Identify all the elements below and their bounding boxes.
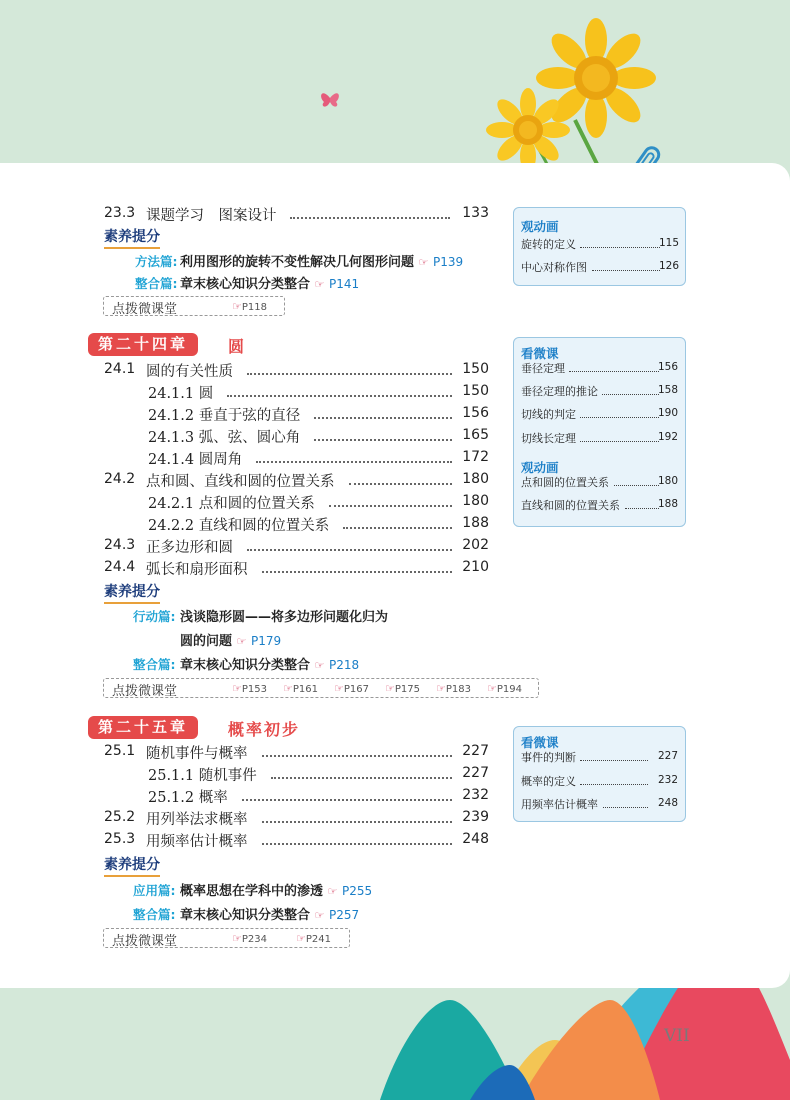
toc-page: 150 xyxy=(462,383,489,399)
pointing-hand-icon: ☞ xyxy=(334,682,344,695)
side-page: 188 xyxy=(657,498,678,510)
side-page: 227 xyxy=(657,750,678,762)
toc-page: 227 xyxy=(462,743,489,759)
side-item[interactable]: 用频率估计概率 xyxy=(521,798,598,811)
sub-item[interactable] xyxy=(180,654,359,673)
toc-title[interactable]: 正多边形和圆 xyxy=(146,540,233,556)
toc-title[interactable]: 用频率估计概率 xyxy=(146,834,248,850)
side-heading: 看微课 xyxy=(521,735,559,750)
page-ref: P255 xyxy=(341,884,373,898)
toc-title[interactable]: 24.2.2 直线和圆的位置关系 xyxy=(148,518,330,534)
pointing-hand-icon: ☞ xyxy=(327,885,338,898)
pointing-hand-icon: ☞ xyxy=(314,659,325,672)
toc-number: 24.4 xyxy=(104,559,136,575)
sub-item[interactable] xyxy=(180,630,281,649)
side-page: 248 xyxy=(657,797,678,809)
suyang-heading: 素养提分 xyxy=(104,581,160,604)
pointing-hand-icon: ☞ xyxy=(283,682,293,695)
sub-item[interactable] xyxy=(180,880,372,899)
pointing-hand-icon: ☞ xyxy=(296,932,306,945)
leader-dots xyxy=(247,373,452,375)
leader-dots xyxy=(329,505,452,507)
side-item[interactable]: 垂径定理的推论 xyxy=(521,385,598,398)
side-heading: 观动画 xyxy=(521,460,559,475)
suyang-heading: 素养提分 xyxy=(104,854,160,877)
sub-text: 章末核心知识分类整合 xyxy=(180,908,311,923)
chapter-tag: 第二十五章 xyxy=(88,716,198,739)
micro-lesson-bar xyxy=(103,678,539,698)
toc-page: 156 xyxy=(462,405,489,421)
toc-page: 172 xyxy=(462,449,489,465)
side-item[interactable]: 直线和圆的位置关系 xyxy=(521,499,620,512)
toc-page: 248 xyxy=(462,831,489,847)
micro-lesson-label: 点拨微课堂 xyxy=(112,302,178,317)
sub-item[interactable] xyxy=(180,251,463,270)
sub-text: 圆的问题 xyxy=(180,634,233,649)
toc-title[interactable]: 24.2.1 点和圆的位置关系 xyxy=(148,496,315,512)
leader-dots xyxy=(290,217,450,219)
micro-ref[interactable]: ☞P167 xyxy=(334,682,369,695)
side-page: 115 xyxy=(658,237,679,249)
side-page: 158 xyxy=(657,384,678,396)
toc-page: 133 xyxy=(462,205,489,221)
toc-page: 210 xyxy=(462,559,489,575)
micro-ref[interactable]: ☞P183 xyxy=(436,682,471,695)
pointing-hand-icon: ☞ xyxy=(487,682,497,695)
pointing-hand-icon: ☞ xyxy=(236,635,247,648)
side-heading: 观动画 xyxy=(521,219,559,234)
micro-ref[interactable]: ☞P161 xyxy=(283,682,318,695)
leader-dots xyxy=(569,371,659,372)
pointing-hand-icon: ☞ xyxy=(418,256,429,269)
toc-title[interactable]: 25.1.1 随机事件 xyxy=(148,768,257,784)
sub-item[interactable] xyxy=(180,904,359,923)
toc-page: 232 xyxy=(462,787,489,803)
micro-ref[interactable]: ☞P234 xyxy=(232,932,267,945)
side-item[interactable]: 事件的判断 xyxy=(521,751,576,764)
side-page: 126 xyxy=(658,260,679,272)
leader-dots xyxy=(580,760,648,761)
side-heading: 看微课 xyxy=(521,346,559,361)
micro-lesson-label: 点拨微课堂 xyxy=(112,934,178,949)
leader-dots xyxy=(227,395,452,397)
leader-dots xyxy=(271,777,452,779)
leader-dots xyxy=(262,755,452,757)
toc-number: 24.3 xyxy=(104,537,136,553)
toc-number: 24.2 xyxy=(104,471,136,487)
leader-dots xyxy=(262,571,452,573)
toc-title[interactable]: 圆的有关性质 xyxy=(146,364,233,380)
toc-title[interactable]: 25.1.2 概率 xyxy=(148,790,228,806)
micro-lesson-bar xyxy=(103,928,350,948)
pointing-hand-icon: ☞ xyxy=(436,682,446,695)
toc-page: 202 xyxy=(462,537,489,553)
sub-label: 整合篇: xyxy=(133,657,176,672)
side-item[interactable]: 中心对称作图 xyxy=(521,261,587,274)
sub-text: 章末核心知识分类整合 xyxy=(180,277,311,292)
sub-text[interactable]: 浅谈隐形圆——将多边形问题化归为 xyxy=(180,610,389,625)
side-box-video xyxy=(513,337,686,527)
sub-label: 行动篇: xyxy=(133,609,176,624)
side-box-video xyxy=(513,726,686,822)
toc-number: 25.1 xyxy=(104,743,136,759)
toc-number: 25.3 xyxy=(104,831,136,847)
leader-dots xyxy=(349,483,452,485)
sub-label: 整合篇: xyxy=(133,907,176,922)
toc-title[interactable]: 点和圆、直线和圆的位置关系 xyxy=(146,474,335,490)
leader-dots xyxy=(262,821,452,823)
page-ref: P139 xyxy=(432,255,464,269)
micro-ref[interactable]: ☞P175 xyxy=(385,682,420,695)
sub-label: 方法篇: xyxy=(135,254,178,269)
page-number: VII xyxy=(664,1026,690,1046)
chapter-name: 圆 xyxy=(228,337,247,356)
page-ref: P257 xyxy=(328,908,360,922)
toc-page: 150 xyxy=(462,361,489,377)
toc-number: 25.2 xyxy=(104,809,136,825)
leader-dots xyxy=(242,799,452,801)
sub-item[interactable] xyxy=(180,273,359,292)
leader-dots xyxy=(343,527,452,529)
micro-ref[interactable]: ☞P194 xyxy=(487,682,522,695)
toc-title[interactable]: 随机事件与概率 xyxy=(146,746,248,762)
sub-label: 整合篇: xyxy=(135,276,178,291)
micro-ref[interactable]: ☞P118 xyxy=(232,300,267,313)
side-page: 180 xyxy=(657,475,678,487)
side-item[interactable]: 点和圆的位置关系 xyxy=(521,476,609,489)
leader-dots xyxy=(603,807,648,808)
side-page: 190 xyxy=(657,407,678,419)
side-item[interactable]: 旋转的定义 xyxy=(521,238,576,251)
leader-dots xyxy=(314,439,452,441)
side-page: 192 xyxy=(657,431,678,443)
sub-label: 应用篇: xyxy=(133,883,176,898)
pointing-hand-icon: ☞ xyxy=(232,932,242,945)
leader-dots xyxy=(314,417,452,419)
toc-number: 23.3 xyxy=(104,205,136,221)
pointing-hand-icon: ☞ xyxy=(232,300,242,313)
side-item[interactable]: 切线的判定 xyxy=(521,408,576,421)
sub-text: 章末核心知识分类整合 xyxy=(180,658,311,673)
toc-title[interactable]: 课题学习 图案设计 xyxy=(146,208,277,224)
leader-dots xyxy=(247,549,452,551)
toc-title[interactable]: 24.1.3 弧、弦、圆心角 xyxy=(148,430,301,446)
pointing-hand-icon: ☞ xyxy=(385,682,395,695)
toc-page: 188 xyxy=(462,515,489,531)
chapter-tag: 第二十四章 xyxy=(88,333,198,356)
micro-lesson-bar xyxy=(103,296,285,316)
toc-title[interactable]: 弧长和扇形面积 xyxy=(146,562,248,578)
toc-page: 180 xyxy=(462,471,489,487)
toc-page: 239 xyxy=(462,809,489,825)
pointing-hand-icon: ☞ xyxy=(232,682,242,695)
micro-ref[interactable]: ☞P241 xyxy=(296,932,331,945)
side-item[interactable]: 切线长定理 xyxy=(521,432,576,445)
toc-number: 24.1 xyxy=(104,361,136,377)
side-box-animation xyxy=(513,207,686,286)
page-ref: P218 xyxy=(328,658,360,672)
leader-dots xyxy=(262,843,452,845)
leader-dots xyxy=(580,784,648,785)
micro-ref[interactable]: ☞P153 xyxy=(232,682,267,695)
side-page: 232 xyxy=(657,774,678,786)
page-ref: P141 xyxy=(328,277,360,291)
side-item[interactable]: 概率的定义 xyxy=(521,775,576,788)
toc-title[interactable]: 24.1.4 圆周角 xyxy=(148,452,243,468)
side-item[interactable]: 垂径定理 xyxy=(521,362,565,375)
page-ref: P179 xyxy=(250,634,282,648)
toc-page: 165 xyxy=(462,427,489,443)
toc-page: 227 xyxy=(462,765,489,781)
leader-dots xyxy=(580,247,660,248)
sub-text: 利用图形的旋转不变性解决几何图形问题 xyxy=(180,255,415,270)
toc-page: 180 xyxy=(462,493,489,509)
toc-title[interactable]: 用列举法求概率 xyxy=(146,812,248,828)
pointing-hand-icon: ☞ xyxy=(314,278,325,291)
sub-text: 概率思想在学科中的渗透 xyxy=(180,884,324,899)
suyang-heading: 素养提分 xyxy=(104,226,160,249)
leader-dots xyxy=(256,461,452,463)
toc-title[interactable]: 24.1.1 圆 xyxy=(148,386,214,402)
chapter-name: 概率初步 xyxy=(228,720,301,739)
toc-title[interactable]: 24.1.2 垂直于弦的直径 xyxy=(148,408,301,424)
side-page: 156 xyxy=(657,361,678,373)
micro-lesson-label: 点拨微课堂 xyxy=(112,684,178,699)
pointing-hand-icon: ☞ xyxy=(314,909,325,922)
